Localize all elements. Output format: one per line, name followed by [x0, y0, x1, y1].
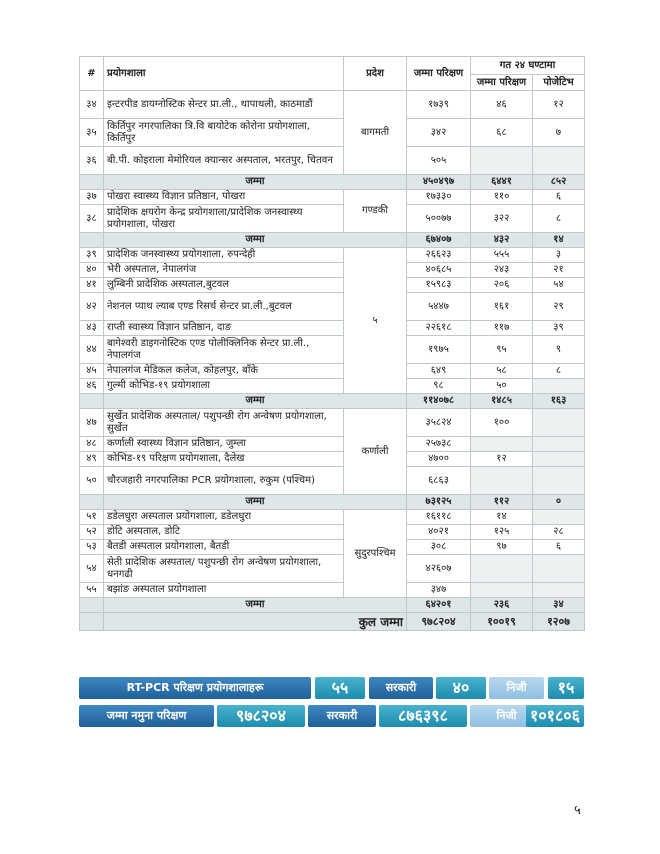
subtotal-last24-positive: ८५२ — [533, 175, 585, 190]
row-last24-positive: २१ — [533, 263, 585, 278]
subtotal-label: जम्मा — [104, 394, 407, 409]
row-last24-tests: ४६ — [471, 91, 533, 119]
row-last24-tests: ५० — [471, 379, 533, 394]
row-last24-positive — [533, 379, 585, 394]
row-sn: ४९ — [80, 452, 104, 467]
row-total-tests: १६११८ — [407, 510, 471, 525]
row-total-tests: ३४२ — [407, 119, 471, 147]
subtotal-label: जम्मा — [104, 598, 407, 613]
row-last24-positive — [533, 409, 585, 437]
row-last24-positive: २९ — [533, 293, 585, 321]
rtpcr-private-label: निजी — [489, 677, 544, 699]
subtotal-row — [80, 598, 585, 613]
subtotal-row — [80, 175, 585, 190]
table-row — [80, 583, 585, 598]
row-sn: ३५ — [80, 119, 104, 147]
row-total-tests: ४७०० — [407, 452, 471, 467]
sample-label: जम्मा नमुना परिक्षण — [79, 705, 214, 727]
subtotal-blank — [80, 233, 104, 248]
row-last24-tests — [471, 467, 533, 495]
row-lab-name: बागेश्वरी डाइगनोस्टिक एण्ड पोलीक्लिनिक सेन्टर प्रा.ली., नेपालगंज — [104, 336, 344, 364]
subtotal-last24-tests: १४८५ — [471, 394, 533, 409]
sample-gov-count: ८७६३९८ — [379, 705, 467, 727]
grand-total-label: कुल जम्मा — [104, 613, 407, 631]
table-row — [80, 555, 585, 583]
subtotal-label: जम्मा — [104, 495, 407, 510]
row-total-tests: १९७५ — [407, 336, 471, 364]
subtotal-total-tests: ४५०४९७ — [407, 175, 471, 190]
row-sn: ५५ — [80, 583, 104, 598]
row-lab-name: इन्टरपीड डायग्नोस्टिक सेन्टर प्रा.ली., थापाथली, काठमाडौं — [104, 91, 344, 119]
row-sn: ३८ — [80, 205, 104, 233]
row-sn: ३९ — [80, 248, 104, 263]
row-sn: ४८ — [80, 437, 104, 452]
table-row — [80, 91, 585, 119]
row-last24-tests — [471, 555, 533, 583]
row-last24-tests: १२ — [471, 452, 533, 467]
row-total-tests: ५००७७ — [407, 205, 471, 233]
row-sn: ४५ — [80, 364, 104, 379]
row-lab-name: राप्ती स्वास्थ्य विज्ञान प्रतिष्ठान, दाङ — [104, 321, 344, 336]
row-last24-tests: ६८ — [471, 119, 533, 147]
row-last24-positive: २८ — [533, 525, 585, 540]
row-last24-positive: ३९ — [533, 321, 585, 336]
row-last24-positive — [533, 467, 585, 495]
row-total-tests: २२६१८ — [407, 321, 471, 336]
row-total-tests: ५४४७ — [407, 293, 471, 321]
row-last24-tests: ५५५ — [471, 248, 533, 263]
row-last24-tests — [471, 583, 533, 598]
row-sn: ५२ — [80, 525, 104, 540]
row-last24-positive: ८ — [533, 364, 585, 379]
row-last24-tests: १४ — [471, 510, 533, 525]
row-last24-tests — [471, 437, 533, 452]
subtotal-total-tests: ६४२०१ — [407, 598, 471, 613]
row-last24-tests: १२५ — [471, 525, 533, 540]
row-sn: ३४ — [80, 91, 104, 119]
row-sn: ५१ — [80, 510, 104, 525]
sample-gov-label: सरकारी — [308, 705, 376, 727]
row-last24-tests: १०० — [471, 409, 533, 437]
row-total-tests: ३४७ — [407, 583, 471, 598]
page-number: ५ — [574, 803, 581, 818]
row-last24-positive — [533, 583, 585, 598]
row-lab-name: बझांङ अस्पताल प्रयोगशाला — [104, 583, 344, 598]
row-sn: ४७ — [80, 409, 104, 437]
table-row — [80, 437, 585, 452]
row-province: बागमती — [344, 91, 407, 175]
row-sn: ४४ — [80, 336, 104, 364]
row-last24-positive — [533, 147, 585, 175]
table-row — [80, 525, 585, 540]
row-last24-positive: ९ — [533, 336, 585, 364]
row-sn: ५४ — [80, 555, 104, 583]
row-sn: ४६ — [80, 379, 104, 394]
row-last24-tests: ५८ — [471, 364, 533, 379]
header-last24: गत २४ घण्टामा — [471, 57, 585, 75]
row-last24-positive: ६ — [533, 190, 585, 205]
row-last24-positive — [533, 452, 585, 467]
rtpcr-private-count: १५ — [548, 677, 584, 699]
subtotal-last24-tests: ४३२ — [471, 233, 533, 248]
row-province: कर्णाली — [344, 409, 407, 495]
subtotal-blank — [80, 394, 104, 409]
row-lab-name: भेरी अस्पताल, नेपालगंज — [104, 263, 344, 278]
row-sn: ३६ — [80, 147, 104, 175]
subtotal-blank — [80, 495, 104, 510]
row-total-tests: २५७३८ — [407, 437, 471, 452]
row-province: ५ — [344, 248, 407, 394]
subtotal-row — [80, 233, 585, 248]
subtotal-label: जम्मा — [104, 175, 407, 190]
table-row — [80, 379, 585, 394]
subtotal-total-tests: ११४०७८ — [407, 394, 471, 409]
table-row — [80, 409, 585, 437]
row-sn: ४० — [80, 263, 104, 278]
subtotal-last24-tests: २३६ — [471, 598, 533, 613]
row-total-tests: ३५८२४ — [407, 409, 471, 437]
subtotal-last24-positive: ० — [533, 495, 585, 510]
row-total-tests: ४२६०७ — [407, 555, 471, 583]
row-last24-positive — [533, 555, 585, 583]
row-lab-name: चौरजहारी नगरपालिका PCR प्रयोगशाला, रुकुम (पश्चिम) — [104, 467, 344, 495]
header-lab: प्रयोगशाला — [104, 57, 344, 91]
subtotal-last24-positive: ३४ — [533, 598, 585, 613]
subtotal-last24-tests: ११२ — [471, 495, 533, 510]
row-lab-name: बी.पी. कोइराला मेमोरियल क्यान्सर अस्पताल, भरतपुर, चितवन — [104, 147, 344, 175]
grand-total-positive: १२०७ — [533, 613, 585, 631]
lab-test-table — [79, 56, 585, 631]
row-last24-tests: २०६ — [471, 278, 533, 293]
row-last24-positive: ५४ — [533, 278, 585, 293]
sample-count: ९७८२०४ — [217, 705, 305, 727]
row-last24-tests: ३२२ — [471, 205, 533, 233]
row-last24-tests: ९७ — [471, 540, 533, 555]
row-lab-name: लुम्बिनी प्रादेशिक अस्पताल,बुटवल — [104, 278, 344, 293]
row-last24-positive: १२ — [533, 91, 585, 119]
row-sn: ४२ — [80, 293, 104, 321]
row-total-tests: ६४९ — [407, 364, 471, 379]
subtotal-blank — [80, 175, 104, 190]
table-row — [80, 321, 585, 336]
header-total-tests: जम्मा परिक्षण — [407, 57, 471, 91]
rtpcr-gov-label: सरकारी — [369, 677, 433, 699]
sample-private-count: १०१८०६ — [526, 705, 584, 727]
subtotal-row — [80, 495, 585, 510]
subtotal-total-tests: ६७४०७ — [407, 233, 471, 248]
grand-total-tests: ९७८२०४ — [407, 613, 471, 631]
header-province: प्रदेश — [344, 57, 407, 91]
table-row — [80, 540, 585, 555]
rtpcr-gov-count: ४० — [436, 677, 486, 699]
row-last24-tests: २४३ — [471, 263, 533, 278]
row-province: सुदुरपश्चिम — [344, 510, 407, 598]
subtotal-total-tests: ७३१२५ — [407, 495, 471, 510]
subtotal-last24-positive: १४ — [533, 233, 585, 248]
table-row — [80, 510, 585, 525]
row-lab-name: नेपालगंज मेडिकल कलेज, कोहलपुर, बाँके — [104, 364, 344, 379]
row-sn: ४१ — [80, 278, 104, 293]
row-lab-name: कोभिड-१९ परिक्षण प्रयोगशाला, दैलेख — [104, 452, 344, 467]
table-row — [80, 119, 585, 147]
row-total-tests: १७३३० — [407, 190, 471, 205]
table-row — [80, 248, 585, 263]
row-last24-positive — [533, 437, 585, 452]
subtotal-row — [80, 394, 585, 409]
row-last24-tests: ११० — [471, 190, 533, 205]
row-total-tests: ५०५ — [407, 147, 471, 175]
row-last24-positive — [533, 510, 585, 525]
row-sn: ३७ — [80, 190, 104, 205]
row-total-tests: ४०२१ — [407, 525, 471, 540]
subtotal-last24-tests: ६४४१ — [471, 175, 533, 190]
table-row — [80, 364, 585, 379]
row-lab-name: सेती प्रादेशिक अस्पताल/ पशुपन्छी रोग अन्वेषण प्रयोगशाला, धनगढी — [104, 555, 344, 583]
row-last24-positive: ७ — [533, 119, 585, 147]
row-total-tests: ३०८ — [407, 540, 471, 555]
header-last24-positive: पोजेटिभ — [533, 75, 585, 91]
table-row — [80, 205, 585, 233]
row-total-tests: ९८ — [407, 379, 471, 394]
sample-private-label: निजी — [470, 705, 543, 727]
subtotal-label: जम्मा — [104, 233, 407, 248]
grand-total-row — [80, 613, 585, 631]
row-lab-name: प्रादेशिक जनस्वास्थ्य प्रयोगशाला, रुपन्देही — [104, 248, 344, 263]
row-last24-positive: ३ — [533, 248, 585, 263]
row-lab-name: प्रादेशिक क्षयरोग केन्द्र प्रयोगशाला/प्रादेशिक जनस्वास्थ्य प्रयोगशाला, पोखरा — [104, 205, 344, 233]
row-sn: ५३ — [80, 540, 104, 555]
row-sn: ४३ — [80, 321, 104, 336]
row-total-tests: १५९८३ — [407, 278, 471, 293]
table-row — [80, 293, 585, 321]
row-lab-name: कर्णाली स्वास्थ्य विज्ञान प्रतिष्ठान, जुम्ला — [104, 437, 344, 452]
row-total-tests: ६८६३ — [407, 467, 471, 495]
table-row — [80, 147, 585, 175]
row-lab-name: किर्तिपुर नगरपालिका त्रि.वि बायोटेक कोरोना प्रयोगशाला, किर्तिपुर — [104, 119, 344, 147]
row-total-tests: ४०६८५ — [407, 263, 471, 278]
row-last24-tests: १६१ — [471, 293, 533, 321]
header-sn: # — [80, 57, 104, 91]
row-total-tests: १७३९ — [407, 91, 471, 119]
row-lab-name: पोखरा स्वास्थ्य विज्ञान प्रतिष्ठान, पोखरा — [104, 190, 344, 205]
row-total-tests: २६६२३ — [407, 248, 471, 263]
table-row — [80, 278, 585, 293]
row-lab-name: गुल्मी कोभिड-१९ प्रयोगशाला — [104, 379, 344, 394]
table-row — [80, 263, 585, 278]
row-last24-tests: ९५ — [471, 336, 533, 364]
table-row — [80, 452, 585, 467]
rtpcr-lab-summary — [79, 677, 584, 699]
row-lab-name: डोटि अस्पताल, डोटि — [104, 525, 344, 540]
row-sn: ५० — [80, 467, 104, 495]
row-lab-name: बैतडी अस्पताल प्रयोगशाला, बैतडी — [104, 540, 344, 555]
rtpcr-label: RT-PCR परिक्षण प्रयोगशालाहरू — [79, 677, 311, 699]
row-last24-positive: ८ — [533, 205, 585, 233]
row-last24-tests: ११७ — [471, 321, 533, 336]
subtotal-last24-positive: १६३ — [533, 394, 585, 409]
header-last24-tests: जम्मा परिक्षण — [471, 75, 533, 91]
rtpcr-count: ५५ — [315, 677, 365, 699]
row-last24-positive: ६ — [533, 540, 585, 555]
table-row — [80, 467, 585, 495]
table-row — [80, 190, 585, 205]
table-row — [80, 336, 585, 364]
row-lab-name: डडेलधुरा अस्पताल प्रयोगशाला, डडेलधुरा — [104, 510, 344, 525]
row-lab-name: नेशनल प्याथ ल्याब एण्ड रिसर्च सेन्टर प्रा.ली.,बुटवल — [104, 293, 344, 321]
row-last24-tests — [471, 147, 533, 175]
row-province: गण्डकी — [344, 190, 407, 233]
total-sample-summary — [79, 705, 584, 727]
row-lab-name: सुर्खेत प्रादेशिक अस्पताल/ पशुपन्छी रोग अन्वेषण प्रयोगशाला, सुर्खेत — [104, 409, 344, 437]
grand-total-last24: १००१९ — [471, 613, 533, 631]
subtotal-blank — [80, 598, 104, 613]
